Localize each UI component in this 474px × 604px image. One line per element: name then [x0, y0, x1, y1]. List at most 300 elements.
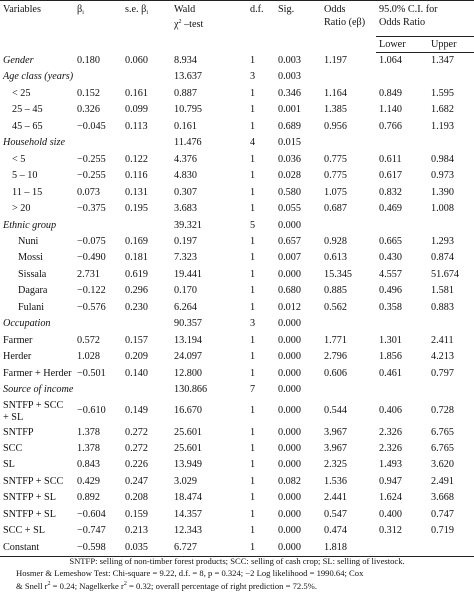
- cell-sig: 0.000: [278, 508, 301, 520]
- cell-se: [122, 382, 171, 398]
- cell-lower: 1.856: [379, 351, 402, 363]
- cell-lower: 1.624: [379, 492, 402, 504]
- cell-beta: −0.375: [77, 203, 106, 215]
- cell-sig: 0.346: [278, 87, 301, 99]
- cell-sig: 0.000: [278, 405, 301, 417]
- cell-wald: 11.476: [174, 137, 202, 149]
- cell-se: 0.226: [125, 459, 148, 471]
- cell-or: 1.771: [324, 334, 347, 346]
- cell-lower: 0.469: [379, 203, 402, 215]
- cell-or: 1.818: [321, 540, 376, 557]
- cell-or: 1.536: [324, 475, 347, 487]
- row-label: Fulani: [18, 301, 45, 313]
- cell-beta: −0.255: [77, 153, 106, 165]
- cell-beta: 0.152: [77, 87, 100, 99]
- table-row: [0, 218, 474, 234]
- cell-df: 1: [250, 367, 256, 379]
- cell-wald: 130.866: [174, 384, 208, 396]
- cell-wald: 39.321: [174, 219, 203, 231]
- cell-lower: 0.766: [379, 120, 402, 132]
- cell-wald: 4.830: [174, 170, 197, 182]
- table-notes: [6, 556, 468, 593]
- cell-df: 1: [250, 170, 256, 182]
- table-row: [0, 168, 474, 184]
- cell-sig: 0.036: [278, 153, 301, 165]
- cell-or: 0.547: [324, 508, 347, 520]
- cell-wald: 8.934: [174, 54, 197, 66]
- cell-beta: −0.122: [77, 285, 106, 297]
- cell-df: 1: [250, 104, 256, 116]
- table-row: [0, 490, 474, 506]
- cell-beta: 0.073: [77, 186, 100, 198]
- cell-sig: 0.001: [278, 104, 301, 116]
- cell-lower: 1.140: [379, 104, 402, 116]
- table-row: [0, 267, 474, 283]
- cell-wald: 0.307: [174, 186, 197, 198]
- cell-beta: 0.429: [77, 475, 100, 487]
- table-row: [0, 300, 474, 316]
- cell-or: 0.885: [324, 285, 347, 297]
- cell-sig: 0.082: [278, 475, 301, 487]
- cell-lower: 4.557: [379, 268, 402, 280]
- cell-upper: 2.411: [431, 334, 454, 346]
- header-wald: Wald $\chi^2$ –test: [171, 1, 247, 53]
- cell-se: 0.209: [125, 351, 148, 363]
- row-label: < 5: [12, 153, 26, 165]
- table-row: [0, 399, 474, 425]
- header-row: [0, 1, 474, 37]
- cell-or: 0.775: [324, 170, 347, 182]
- table-row: [0, 366, 474, 382]
- cell-wald: 13.194: [174, 334, 203, 346]
- cell-sig: 0.000: [278, 318, 301, 330]
- cell-se: 0.296: [125, 285, 148, 297]
- cell-upper: 0.719: [431, 525, 454, 537]
- cell-sig: 0.000: [278, 442, 301, 454]
- table-row: [0, 425, 474, 441]
- cell-sig: 0.003: [278, 71, 301, 83]
- row-label: SNTFP + SCC: [3, 475, 64, 487]
- cell-lower: 0.430: [379, 252, 402, 264]
- cell-lower: [376, 135, 428, 151]
- cell-df: 1: [250, 426, 256, 438]
- cell-se: 0.213: [125, 525, 148, 537]
- row-label: SCC + SL: [3, 525, 45, 537]
- cell-sig: 0.000: [278, 351, 301, 363]
- cell-upper: 0.973: [431, 170, 454, 182]
- header-odds-ratio: Odds Ratio (eβ): [321, 1, 376, 53]
- cell-sig: 0.000: [278, 219, 301, 231]
- cell-df: 3: [250, 71, 256, 83]
- cell-upper: [428, 218, 474, 234]
- cell-lower: [376, 382, 428, 398]
- cell-sig: 0.028: [278, 170, 301, 182]
- cell-se: 0.195: [125, 203, 148, 215]
- cell-sig: 0.000: [275, 540, 321, 557]
- cell-wald: 0.161: [174, 120, 197, 132]
- cell-wald: 16.670: [174, 405, 203, 417]
- cell-beta: 1.378: [77, 426, 100, 438]
- table-row: [0, 69, 474, 85]
- header-se: s.e. βi: [122, 1, 171, 53]
- row-label: 45 – 65: [12, 120, 43, 132]
- cell-upper: [428, 540, 474, 557]
- cell-se: 0.230: [125, 301, 148, 313]
- cell-df: 3: [250, 318, 256, 330]
- table-row: [0, 135, 474, 151]
- cell-wald: 4.376: [174, 153, 197, 165]
- cell-df: 1: [250, 301, 256, 313]
- cell-df: 1: [250, 492, 256, 504]
- table-row: [0, 86, 474, 102]
- cell-se: [122, 135, 171, 151]
- cell-lower: [376, 69, 428, 85]
- cell-upper: 1.347: [431, 55, 454, 66]
- cell-or: 2.441: [324, 492, 347, 504]
- row-label: 5 – 10: [12, 170, 38, 182]
- cell-se: 0.169: [125, 235, 148, 247]
- cell-lower: 0.617: [379, 170, 402, 182]
- cell-df: 1: [250, 334, 256, 346]
- cell-lower: 0.461: [379, 367, 402, 379]
- cell-beta: −0.747: [77, 525, 106, 537]
- row-label: Source of income: [3, 384, 74, 396]
- row-label: Constant: [0, 540, 74, 557]
- header-df: d.f.: [247, 1, 275, 53]
- cell-beta: −0.045: [77, 120, 106, 132]
- cell-or: [321, 135, 376, 151]
- cell-beta: [74, 382, 122, 398]
- cell-upper: 3.668: [431, 492, 454, 504]
- cell-or: 0.544: [324, 405, 347, 417]
- cell-beta: −0.255: [77, 170, 106, 182]
- cell-beta: [74, 316, 122, 332]
- cell-upper: [428, 69, 474, 85]
- cell-lower: 1.064: [379, 55, 402, 66]
- cell-se: [122, 218, 171, 234]
- cell-sig: 0.657: [278, 235, 301, 247]
- cell-se: 0.099: [125, 104, 148, 116]
- cell-sig: 0.000: [278, 459, 301, 471]
- cell-upper: [428, 316, 474, 332]
- cell-df: 1: [250, 351, 256, 363]
- cell-df: 4: [250, 137, 256, 149]
- cell-lower: 0.406: [379, 405, 402, 417]
- cell-beta: 1.378: [77, 442, 100, 454]
- cell-or: 1.385: [324, 104, 347, 116]
- cell-wald: 13.949: [174, 459, 203, 471]
- cell-or: [321, 69, 376, 85]
- cell-lower: 0.400: [379, 508, 402, 520]
- cell-se: 0.272: [125, 426, 148, 438]
- table-row: [0, 333, 474, 349]
- row-label: SCC: [3, 442, 23, 454]
- row-label: 25 – 45: [12, 104, 43, 116]
- cell-se: 0.272: [125, 442, 148, 454]
- cell-upper: [428, 135, 474, 151]
- cell-or: 1.075: [324, 186, 347, 198]
- cell-wald: 90.357: [174, 318, 203, 330]
- cell-sig: 0.000: [278, 426, 301, 438]
- table-row: [0, 457, 474, 473]
- cell-upper: 0.728: [431, 405, 454, 417]
- cell-df: 1: [250, 87, 256, 99]
- cell-se: [122, 69, 171, 85]
- table-row: [0, 441, 474, 457]
- cell-lower: 2.326: [379, 442, 402, 454]
- cell-sig: 0.580: [278, 186, 301, 198]
- row-label: SNTFP + SL: [3, 508, 56, 520]
- cell-beta: −0.610: [77, 405, 106, 417]
- cell-beta: 1.028: [77, 351, 100, 363]
- cell-upper: 1.595: [431, 87, 454, 99]
- cell-beta: 0.180: [77, 54, 100, 66]
- cell-upper: 51.674: [431, 268, 460, 280]
- cell-beta: 0.843: [77, 459, 100, 471]
- cell-se: 0.247: [125, 475, 148, 487]
- cell-df: 1: [247, 540, 275, 557]
- cell-beta: −0.490: [77, 252, 106, 264]
- cell-df: 1: [250, 120, 256, 132]
- header-upper: Upper: [428, 37, 474, 53]
- cell-df: 1: [250, 442, 256, 454]
- cell-df: 1: [250, 268, 256, 280]
- cell-or: [321, 382, 376, 398]
- cell-se: 0.181: [125, 252, 148, 264]
- cell-upper: 1.682: [431, 104, 454, 116]
- cell-se: 0.140: [125, 367, 148, 379]
- table-row: [0, 119, 474, 135]
- table-row: [0, 185, 474, 201]
- cell-se: 0.149: [125, 405, 148, 417]
- cell-se: 0.161: [125, 87, 148, 99]
- cell-sig: 0.000: [278, 384, 301, 396]
- cell-sig: 0.007: [278, 252, 301, 264]
- cell-upper: 1.008: [431, 203, 454, 215]
- row-label: Farmer: [3, 334, 33, 346]
- cell-upper: 4.213: [431, 351, 454, 363]
- cell-lower: 0.312: [379, 525, 402, 537]
- table-row: [0, 349, 474, 365]
- table-row: [0, 474, 474, 490]
- cell-or: 0.613: [324, 252, 347, 264]
- cell-wald: 13.637: [174, 71, 203, 83]
- cell-wald: 7.323: [174, 252, 197, 264]
- table-row: [0, 102, 474, 118]
- cell-wald: 10.795: [174, 104, 203, 116]
- table-row: [0, 53, 474, 70]
- cell-df: 1: [250, 459, 256, 471]
- cell-sig: 0.015: [278, 137, 301, 149]
- cell-se: 0.113: [125, 120, 148, 132]
- cell-sig: 0.003: [278, 54, 301, 66]
- cell-lower: 0.947: [379, 475, 402, 487]
- cell-lower: 0.611: [379, 153, 402, 165]
- cell-wald: 24.097: [174, 351, 203, 363]
- row-label: Herder: [3, 351, 32, 363]
- cell-wald: 25.601: [174, 442, 203, 454]
- table-row: [0, 201, 474, 217]
- cell-df: 1: [250, 203, 256, 215]
- cell-beta: 0.892: [77, 492, 100, 504]
- cell-or: 0.474: [324, 525, 347, 537]
- cell-sig: 0.000: [278, 367, 301, 379]
- cell-upper: 6.765: [431, 442, 454, 454]
- abbreviation-note: SNTFP: selling of non-timber forest products; SCC: selling of cash crop; SL: selling of livestock.: [69, 556, 405, 566]
- cell-wald: 6.264: [174, 301, 197, 313]
- cell-df: 1: [250, 508, 256, 520]
- cell-upper: 0.984: [431, 153, 454, 165]
- cell-or: 0.928: [324, 235, 347, 247]
- cell-upper: 1.293: [431, 235, 454, 247]
- cell-or: 2.325: [324, 459, 347, 471]
- row-label: Nuni: [18, 235, 39, 247]
- cell-upper: 3.620: [431, 459, 454, 471]
- row-label: Age class (years): [3, 71, 74, 83]
- row-label: SNTFP + SL: [3, 492, 56, 504]
- row-label: SL: [3, 459, 15, 471]
- cell-wald: 12.800: [174, 367, 203, 379]
- cell-wald: 14.357: [174, 508, 203, 520]
- cell-or: 0.687: [324, 203, 347, 215]
- cell-lower: 2.326: [379, 426, 402, 438]
- cell-se: 0.159: [125, 508, 148, 520]
- model-fit-note: Hosmer & Lemeshow Test: Chi-square = 9.22, d.f. = 8, p = 0.324; −2 Log likelihood = 1990.64; Cox & Snell $r^2 = 0.24$; Nagelkerke $r^2 = 0.32$; overall percentage of right prediction = 72.5%.: [16, 568, 364, 591]
- cell-sig: 0.000: [278, 525, 301, 537]
- cell-upper: 0.747: [431, 508, 454, 520]
- header-variables: Variables: [0, 1, 74, 53]
- table-row: [0, 250, 474, 266]
- row-label: Farmer + Herder: [3, 367, 72, 379]
- header-sig: Sig.: [275, 1, 321, 53]
- cell-beta: [74, 218, 122, 234]
- table-row: [0, 540, 474, 557]
- cell-se: 0.035: [122, 540, 171, 557]
- cell-lower: 0.496: [379, 285, 402, 297]
- cell-se: 0.060: [125, 54, 148, 66]
- table-row: [0, 523, 474, 539]
- cell-beta: 0.326: [77, 104, 100, 116]
- cell-beta: [74, 135, 122, 151]
- cell-wald: 25.601: [174, 426, 203, 438]
- cell-beta: −0.604: [77, 508, 106, 520]
- cell-sig: 0.000: [278, 268, 301, 280]
- cell-upper: 1.390: [431, 186, 454, 198]
- cell-upper: 1.581: [431, 285, 454, 297]
- cell-se: 0.131: [125, 186, 148, 198]
- cell-df: 1: [250, 186, 256, 198]
- cell-df: 1: [250, 525, 256, 537]
- cell-lower: 1.493: [379, 459, 402, 471]
- cell-upper: 0.883: [431, 301, 454, 313]
- cell-sig: 0.680: [278, 285, 301, 297]
- cell-or: 0.606: [324, 367, 347, 379]
- cell-sig: 0.689: [278, 120, 301, 132]
- header-beta: βi: [74, 1, 122, 53]
- cell-sig: 0.000: [278, 334, 301, 346]
- cell-upper: 6.765: [431, 426, 454, 438]
- cell-se: 0.208: [125, 492, 148, 504]
- table-row: [0, 234, 474, 250]
- cell-beta: 0.572: [77, 334, 100, 346]
- row-label: 11 – 15: [12, 186, 43, 198]
- table-row: [0, 507, 474, 523]
- row-label: Dagara: [18, 285, 48, 297]
- cell-lower: 1.301: [379, 334, 402, 346]
- cell-or: 0.956: [324, 120, 347, 132]
- cell-lower: [376, 540, 428, 557]
- header-ci: 95.0% C.I. for Odds Ratio: [376, 1, 474, 37]
- cell-df: 1: [250, 285, 256, 297]
- cell-lower: 0.665: [379, 235, 402, 247]
- cell-sig: 0.000: [278, 492, 301, 504]
- cell-or: 2.796: [324, 351, 347, 363]
- header-lower: Lower: [376, 37, 428, 53]
- cell-upper: 0.797: [431, 367, 454, 379]
- row-label: Gender: [3, 54, 34, 66]
- cell-upper: [428, 382, 474, 398]
- cell-lower: [376, 218, 428, 234]
- cell-sig: 0.055: [278, 203, 301, 215]
- cell-wald: 0.887: [174, 87, 197, 99]
- cell-wald: 6.727: [171, 540, 247, 557]
- cell-df: 1: [250, 54, 256, 66]
- cell-or: 3.967: [324, 426, 347, 438]
- cell-or: 0.562: [324, 301, 347, 313]
- cell-beta: −0.075: [77, 235, 106, 247]
- cell-beta: −0.576: [77, 301, 106, 313]
- cell-wald: 18.474: [174, 492, 203, 504]
- cell-lower: 0.358: [379, 301, 402, 313]
- cell-se: 0.619: [125, 268, 148, 280]
- row-label: SNTFP + SCC + SL: [3, 399, 64, 423]
- row-label: Sissala: [18, 268, 47, 280]
- cell-beta: −0.501: [77, 367, 106, 379]
- cell-df: 1: [250, 405, 256, 417]
- cell-upper: 1.193: [431, 120, 454, 132]
- row-label: Mossi: [18, 252, 43, 264]
- cell-wald: 0.170: [174, 285, 197, 297]
- cell-beta: 2.731: [77, 268, 100, 280]
- cell-df: 5: [250, 219, 256, 231]
- table-row: [0, 283, 474, 299]
- cell-wald: 3.029: [174, 475, 197, 487]
- cell-df: 1: [250, 235, 256, 247]
- cell-df: 7: [250, 384, 256, 396]
- cell-wald: 19.441: [174, 268, 203, 280]
- cell-beta: [74, 69, 122, 85]
- table-row: [0, 152, 474, 168]
- cell-wald: 12.343: [174, 525, 203, 537]
- cell-or: [321, 316, 376, 332]
- table-row: [0, 316, 474, 332]
- cell-or: 3.967: [324, 442, 347, 454]
- cell-se: 0.116: [125, 170, 148, 182]
- cell-beta: −0.598: [74, 540, 122, 557]
- row-label: Household size: [3, 137, 65, 149]
- cell-se: 0.157: [125, 334, 148, 346]
- cell-df: 1: [250, 475, 256, 487]
- cell-wald: 0.197: [174, 235, 197, 247]
- cell-lower: [376, 316, 428, 332]
- cell-wald: 3.683: [174, 203, 197, 215]
- cell-upper: 2.491: [431, 475, 454, 487]
- cell-lower: 0.849: [379, 87, 402, 99]
- cell-sig: 0.012: [278, 301, 301, 313]
- cell-or: 1.164: [324, 87, 347, 99]
- cell-df: 1: [250, 252, 256, 264]
- row-label: < 25: [12, 87, 31, 99]
